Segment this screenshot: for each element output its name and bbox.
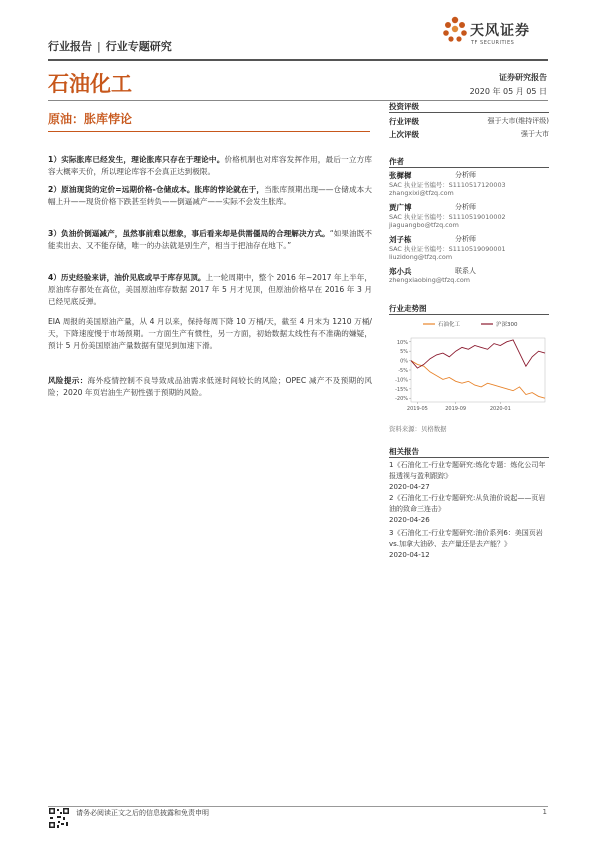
author-card — [389, 170, 549, 197]
paragraph-5-text: EIA 周报的美国原油产量，从 4 月以来，保持每周下降 10 万桶/天，截至 4 月末为 1210 万桶/天，下降速度慢于市场预期。一方面生产有惯性，另一方面，初始数据太线性有不准确的嫌疑，预计 5 月份美国原油产量数据有望见到加速下滑。 — [48, 317, 372, 351]
report-type: 行业报告 — [48, 40, 92, 53]
y-tick-label: -10% — [395, 377, 408, 384]
author-card — [389, 266, 549, 284]
paragraph-5 — [48, 316, 372, 353]
sector-title: 石油化工 — [48, 72, 132, 96]
related-divider — [389, 457, 549, 458]
qr-code-icon — [48, 807, 70, 829]
related-heading: 相关报告 — [389, 447, 419, 456]
y-tick-label: -15% — [395, 386, 408, 393]
trend-heading: 行业走势图 — [389, 304, 427, 313]
author-role: 分析师 — [455, 235, 476, 243]
report-subtype: 行业专题研究 — [105, 40, 172, 53]
y-tick-label: 5% — [400, 349, 408, 356]
legend-label: 沪深300 — [496, 322, 518, 328]
x-tick-label: 2020-01 — [489, 406, 511, 412]
previous-rating-row — [389, 129, 549, 139]
related-report-item[interactable] — [389, 493, 549, 526]
related-report-date: 2020-04-27 — [389, 483, 430, 491]
paragraph-4-lead: 4）历史经验来讲，油价见底或早于库存见顶。 — [48, 273, 206, 282]
footer-divider — [48, 806, 548, 807]
x-tick-label: 2019-05 — [406, 406, 428, 412]
author-cert: SAC 执业证书编号：S1110517120003 — [389, 181, 506, 189]
author-email[interactable]: zhengxiaobing@tfzq.com — [389, 276, 471, 284]
paragraph-2 — [48, 184, 372, 208]
related-report-title[interactable]: 3《石油化工-行业专题研究:油价系列6：美国页岩 vs.加拿大油砂、去产量还是去产能？》 — [389, 529, 543, 548]
paragraph-3-text: “如果油既不能卖出去、又不能存储，唯一的办法就是别生产，相当于把油存在地下。” — [48, 229, 372, 251]
page-number: 1 — [542, 808, 547, 816]
author-name: 张樨樨 — [389, 171, 412, 180]
title-underline — [48, 131, 370, 132]
related-report-date: 2020-04-12 — [389, 551, 430, 559]
author-cert: SAC 执业证书编号：S1110519010002 — [389, 213, 506, 221]
logo-name: 天风证券 — [470, 23, 530, 39]
author-cert: SAC 执业证书编号：S1110519090001 — [389, 245, 506, 253]
related-report-title[interactable]: 2《石油化工-行业专题研究:从负油价说起——页岩油的致命三连击》 — [389, 494, 546, 513]
tf-securities-logo-icon — [441, 14, 469, 46]
series-line — [411, 340, 545, 368]
paragraph-3-lead: 3）负油价倒逼减产，虽然事前难以想象，事后看来却是供需僵局的合理解决方式。 — [48, 229, 330, 238]
paragraph-1 — [48, 154, 372, 178]
y-tick-label: 0% — [400, 358, 408, 365]
series-line — [411, 361, 545, 399]
related-report-date: 2020-04-26 — [389, 516, 430, 524]
related-report-item[interactable] — [389, 528, 549, 561]
author-name: 贾广博 — [389, 203, 412, 212]
legend-label: 石油化工 — [438, 322, 461, 328]
report-title: 原油：胀库悖论 — [48, 112, 133, 126]
industry-rating-value: 强于大市(维持评级) — [487, 117, 549, 125]
author-card — [389, 234, 549, 261]
logo-subtitle: TF SECURITIES — [471, 40, 515, 46]
authors-divider — [389, 167, 549, 168]
related-report-title[interactable]: 1《石油化工-行业专题研究:炼化专题：炼化公司年报透视与盈利跟踪》 — [389, 461, 546, 480]
paragraph-2-text: 当胀库预期出现——仓储成本大幅上升——现货价格下跌甚至转负——倒逼减产——实际不会发生胀库。 — [48, 185, 373, 207]
y-tick-label: -20% — [395, 396, 408, 403]
paragraph-1-lead: 1）实际胀库已经发生，理论胀库只存在于理论中。 — [48, 155, 225, 164]
header-separator: | — [97, 40, 101, 53]
risk-label: 风险提示： — [48, 376, 88, 385]
paragraph-3 — [48, 228, 372, 252]
author-email[interactable]: jiaguangbo@tfzq.com — [389, 221, 459, 229]
risk-text: 海外疫情控制不良导致成品油需求低迷时间较长的风险；OPEC 减产不及预期的风险；2020 年页岩油生产韧性强于预期的风险。 — [48, 376, 372, 398]
industry-rating-row — [389, 116, 549, 126]
risk-warning — [48, 375, 372, 399]
author-email[interactable]: zhangxixi@tfzq.com — [389, 189, 454, 197]
paragraph-1-text: 价格机制也对库容发挥作用，最后一立方库容大概率天价，所以理论库容不会真正达到极限。 — [48, 155, 373, 177]
chart-plot-frame — [411, 338, 545, 402]
previous-rating-value: 强于大市 — [521, 130, 549, 138]
author-role: 联系人 — [455, 267, 476, 275]
x-tick-label: 2019-09 — [445, 406, 467, 412]
related-report-item[interactable] — [389, 460, 549, 493]
paragraph-4 — [48, 272, 372, 309]
author-card — [389, 202, 549, 229]
y-tick-label: -5% — [398, 368, 408, 374]
rating-heading: 投资评级 — [389, 102, 419, 111]
trend-divider — [389, 314, 549, 315]
report-date: 2020 年 05 月 05 日 — [469, 87, 547, 96]
report-category — [48, 38, 172, 54]
author-name: 刘子栋 — [389, 235, 412, 244]
authors-heading: 作者 — [389, 157, 404, 166]
author-name: 郑小兵 — [389, 267, 412, 276]
paragraph-2-lead: 2）原油现货的定价=远期价格-仓储成本。胀库的悖论就在于， — [48, 185, 265, 194]
author-role: 分析师 — [455, 171, 476, 179]
report-label: 证券研究报告 — [499, 73, 547, 82]
rating-divider — [389, 112, 549, 113]
industry-trend-chart — [389, 318, 549, 418]
author-email[interactable]: liuzidong@tfzq.com — [389, 253, 453, 261]
header-divider — [48, 59, 548, 61]
paragraph-4-text: 上一轮周期中，整个 2016 年~2017 年上半年，原油库存都处在高位，美国原油库存数据 2017 年 5 月才见顶，但原油价格早在 2016 年 3 月已经见底反弹。 — [48, 273, 372, 307]
previous-rating-label: 上次评级 — [389, 130, 419, 139]
disclaimer: 请务必阅读正文之后的信息披露和免责申明 — [76, 809, 209, 817]
chart-source: 资料来源：贝格数据 — [389, 425, 447, 433]
industry-rating-label: 行业评级 — [389, 117, 419, 126]
author-role: 分析师 — [455, 203, 476, 211]
y-tick-label: 10% — [396, 339, 408, 346]
